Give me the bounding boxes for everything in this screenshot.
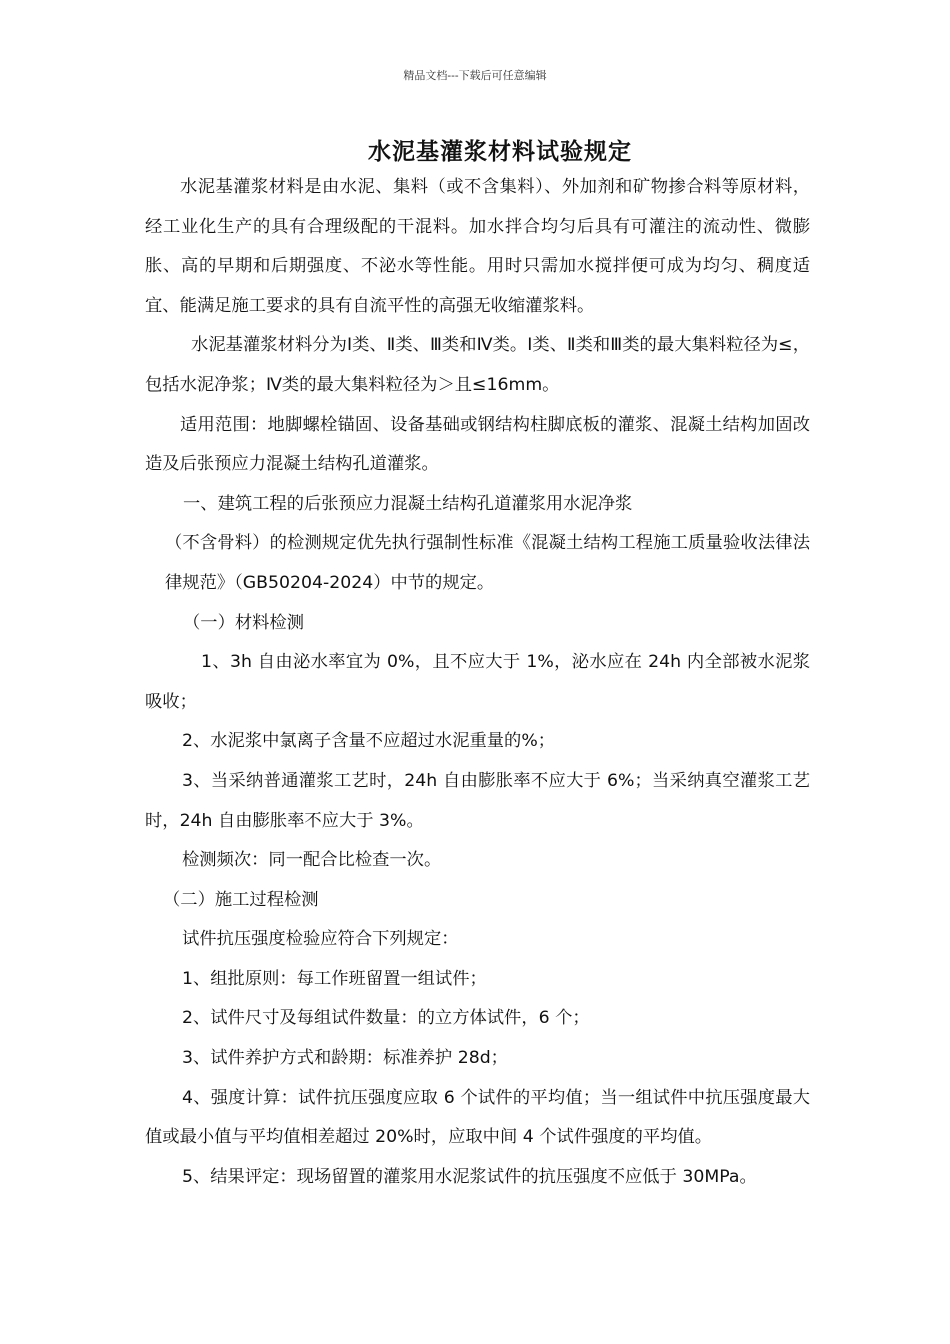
- document-title: 水泥基灌浆材料试验规定: [368, 139, 632, 165]
- list-item: 3、当采纳普通灌浆工艺时，24h 自由膨胀率不应大于 6%；当采纳真空灌浆工艺时，24h 自由膨胀率不应大于 3%。: [145, 770, 810, 831]
- list-item: 3、试件养护方式和龄期：标准养护 28d；: [182, 1048, 508, 1069]
- paragraph-standard-reference: （不含骨料）的检测规定优先执行强制性标准《混凝土结构工程施工质量验收法律法律规范》（GB50204-2024）中节的规定。: [165, 533, 810, 593]
- paragraph-classification: 水泥基灌浆材料分为Ⅰ类、Ⅱ类、Ⅲ类和Ⅳ类。Ⅰ类、Ⅱ类和Ⅲ类的最大集料粒径为≤，包括水泥净浆；Ⅳ类的最大集料粒径为＞且≤16mm。: [145, 335, 810, 395]
- list-item: 4、强度计算：试件抗压强度应取 6 个试件的平均值；当一组试件中抗压强度最大值或最小值与平均值相差超过 20%时，应取中间 4 个试件强度的平均值。: [145, 1087, 810, 1148]
- list-item: 5、结果评定：现场留置的灌浆用水泥浆试件的抗压强度不应低于 30MPa。: [182, 1166, 757, 1187]
- list-item: 2、试件尺寸及每组试件数量：的立方体试件，6 个；: [182, 1008, 590, 1029]
- paragraph-scope: 适用范围：地脚螺栓锚固、设备基础或钢结构柱脚底板的灌浆、混凝土结构加固改造及后张预应力混凝土结构孔道灌浆。: [145, 414, 810, 475]
- section-heading-1: 一、建筑工程的后张预应力混凝土结构孔道灌浆用水泥净浆: [183, 493, 633, 514]
- list-item: 2、水泥浆中氯离子含量不应超过水泥重量的%；: [182, 731, 556, 752]
- paragraph-specimen-rules: 试件抗压强度检验应符合下列规定：: [182, 929, 459, 950]
- paragraph-test-frequency: 检测频次：同一配合比检查一次。: [182, 850, 442, 871]
- page-header: 精品文档---下载后可任意编辑: [403, 69, 547, 82]
- list-item: 1、组批原则：每工作班留置一组试件；: [182, 968, 487, 989]
- subsection-heading-material-testing: （一）材料检测: [183, 612, 304, 633]
- paragraph-definition: 水泥基灌浆材料是由水泥、集料（或不含集料）、外加剂和矿物掺合料等原材料，经工业化生产的具有合理级配的干混料。加水拌合均匀后具有可灌注的流动性、微膨胀、高的早期和后期强度、不泌水等性能。用时只需加水搅拌便可成为均匀、稠度适宜、能满足施工要求的具有自流平性的高强无收缩灌浆料。: [145, 177, 810, 316]
- list-item: 1、3h 自由泌水率宜为 0%，且不应大于 1%，泌水应在 24h 内全部被水泥浆吸收；: [145, 652, 810, 712]
- document-body: [145, 168, 810, 1197]
- subsection-heading-construction-testing: （二）施工过程检测: [163, 889, 319, 910]
